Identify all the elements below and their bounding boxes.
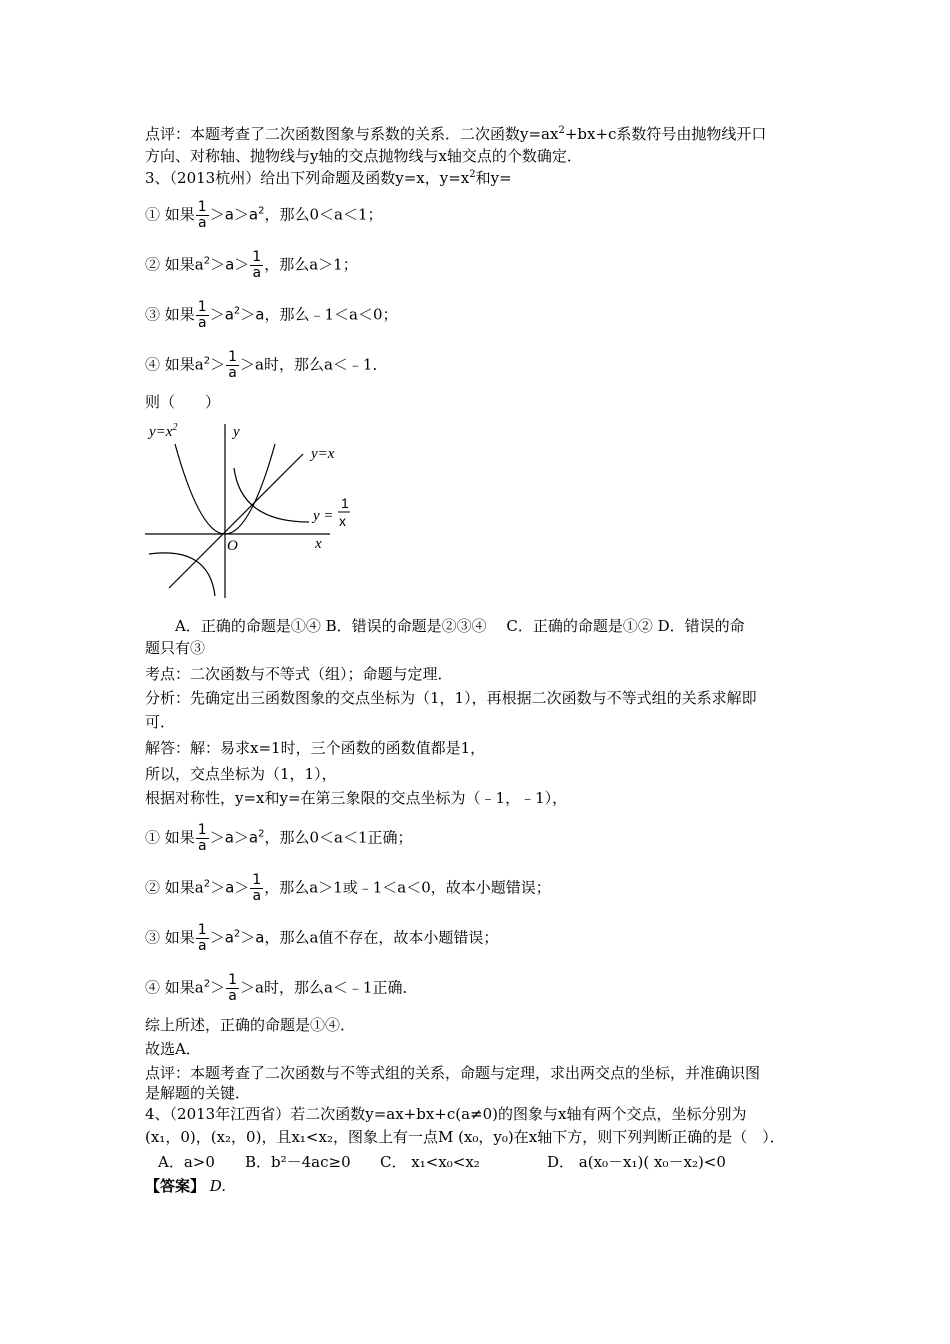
- review-line-2: 是解题的关键．: [145, 1084, 251, 1102]
- fraction-1-over-a: [250, 873, 263, 904]
- fraction-1-over-a: [196, 823, 209, 854]
- stmt-post: ，那么0＜a＜1；: [264, 205, 383, 224]
- fraction-1-over-a: [226, 350, 239, 381]
- comment-line-2: 方向、对称轴、抛物线与y轴的交点抛物线与x轴交点的个数确定．: [145, 147, 582, 165]
- function-graph: [145, 416, 365, 598]
- fraction-1-over-a: [196, 923, 209, 954]
- comment-text: 点评：本题考查了二次函数图象与系数的关系．二次函数y=ax: [145, 125, 559, 143]
- fenxi-line-1: 分析：先确定出三函数图象的交点坐标为（1，1），再根据二次函数与不等式组的关系求解即: [145, 689, 757, 707]
- superscript: 2: [258, 828, 265, 840]
- fenxi-line-2: 可．: [145, 713, 176, 731]
- jieda-line-2: 所以，交点坐标为（1，1），: [145, 765, 337, 783]
- q4-line-1: 4、（2013年江西省）若二次函数y=ax+bx+c(a≠0)的图象与x轴有两个交点，坐标分别为: [145, 1105, 747, 1123]
- statement-2: [145, 250, 358, 281]
- parabola-label: $y=x^2$: [149, 422, 178, 440]
- answer-statement-4: [145, 973, 417, 1004]
- frac-num: 1: [228, 349, 238, 365]
- stmt-post: ，那么a值不存在，故本小题错误；: [264, 928, 499, 947]
- superscript: 2: [258, 205, 265, 217]
- answer-statement-1: [145, 823, 413, 854]
- jieda-line-1: 解答：解：易求x=1时，三个函数的函数值都是1，: [145, 739, 486, 757]
- summary: 综上所述，正确的命题是①④．: [145, 1016, 356, 1034]
- q4-option-c: C． x₁<x₀<x₂: [380, 1153, 480, 1171]
- stmt-post: ＞a时，那么a＜﹣1．: [240, 355, 388, 374]
- frac-den: a: [197, 838, 207, 854]
- answer-value: D.: [209, 1177, 227, 1195]
- stmt-post: ，那么﹣1＜a＜0；: [264, 305, 398, 324]
- frac-den: a: [197, 938, 207, 954]
- fraction-1-over-a: [250, 250, 263, 281]
- kaodian: 考点：二次函数与不等式（组）；命题与定理．: [145, 665, 453, 683]
- stmt-prefix: ① 如果: [145, 205, 195, 224]
- fraction-1-over-a: [226, 973, 239, 1004]
- frac-den: a: [197, 315, 207, 331]
- stmt-mid: ＞a: [209, 928, 234, 947]
- superscript: 2: [203, 878, 211, 890]
- superscript: 2: [203, 255, 211, 267]
- q4-option-b: B．b²－4ac≥0: [245, 1153, 351, 1171]
- superscript: 2: [203, 978, 211, 990]
- stmt-mid: ＞a＞a: [209, 828, 259, 847]
- q4-option-d: D． a(x₀－x₁)( x₀－x₂)<0: [547, 1153, 726, 1171]
- statement-4: [145, 350, 387, 381]
- frac-den: a: [228, 988, 237, 1004]
- origin-label: O: [227, 538, 238, 554]
- stmt-mid2: ＞a: [240, 305, 265, 324]
- frac-den: a: [197, 215, 207, 231]
- stmt-mid: ＞a＞: [210, 255, 250, 274]
- frac-num: 1: [252, 872, 262, 888]
- comment-text-cont: +bx+c系数符号由抛物线开口: [564, 125, 767, 143]
- choice: 故选A．: [145, 1040, 201, 1058]
- stmt-mid2: ＞a: [240, 928, 265, 947]
- q3-heading-text: 3、（2013杭州）给出下列命题及函数y=x，y=x: [145, 169, 470, 187]
- stmt-mid: ＞a: [209, 305, 234, 324]
- stmt-prefix: ③ 如果: [145, 305, 195, 324]
- q4-line-2: (x₁，0)，(x₂，0)，且x₁<x₂，图象上有一点M (x₀，y₀)在x轴下方，则下列判断正确的是（ ）．: [145, 1128, 785, 1146]
- hyperbola-frac-den: x: [339, 513, 346, 529]
- jieda-line-3: 根据对称性，y=x和y=在第三象限的交点坐标为（﹣1，﹣1），: [145, 789, 568, 807]
- hyperbola-branch-q1: [234, 468, 309, 522]
- fraction-1-over-a: [196, 200, 209, 231]
- stmt-prefix: ② 如果a: [145, 878, 204, 897]
- stmt-prefix: ④ 如果a: [145, 978, 204, 997]
- review-line-1: 点评：本题考查了二次函数与不等式组的关系，命题与定理，求出两交点的坐标，并准确识图: [145, 1064, 761, 1082]
- frac-num: 1: [252, 249, 262, 265]
- q4-answer: [145, 1176, 226, 1196]
- stmt-mid: ＞a＞: [210, 878, 250, 897]
- stmt-prefix: ③ 如果: [145, 928, 195, 947]
- q3-heading-text-cont: 和y=: [475, 169, 512, 187]
- line-y-eq-x: [169, 454, 303, 588]
- q4-option-a: A．a>0: [158, 1153, 215, 1171]
- frac-num: 1: [197, 922, 207, 938]
- frac-num: 1: [197, 299, 207, 315]
- stmt-post: ＞a时，那么a＜﹣1正确．: [240, 978, 418, 997]
- frac-num: 1: [197, 822, 207, 838]
- line-label: y=x: [311, 446, 335, 462]
- options-line-2: 题只有③: [145, 639, 206, 657]
- superscript: 2: [233, 305, 241, 317]
- stmt-prefix: ② 如果a: [145, 255, 204, 274]
- superscript: 2: [558, 125, 565, 136]
- superscript: 2: [469, 169, 476, 180]
- stmt-prefix: ④ 如果a: [145, 355, 204, 374]
- superscript: 2: [203, 355, 211, 367]
- answer-statement-2: [145, 873, 551, 904]
- stmt-post: ，那么0＜a＜1正确；: [264, 828, 413, 847]
- x-axis-label: x: [315, 536, 322, 552]
- stmt-mid: ＞a＞a: [209, 205, 259, 224]
- hyperbola-label: y =: [313, 508, 334, 524]
- frac-num: 1: [228, 972, 238, 988]
- frac-den: a: [252, 888, 262, 904]
- y-axis-label: y: [233, 424, 240, 440]
- statement-1: [145, 200, 383, 231]
- q3-heading: [145, 168, 512, 188]
- then-prompt: 则（ ）: [145, 393, 221, 411]
- stmt-mid: ＞: [210, 978, 226, 997]
- frac-num: 1: [197, 199, 207, 215]
- stmt-post: ，那么a＞1或﹣1＜a＜0，故本小题错误；: [264, 878, 551, 897]
- hyperbola-frac-num: 1: [341, 495, 349, 511]
- comment-line-1: [145, 124, 766, 144]
- stmt-mid: ＞: [210, 355, 226, 374]
- frac-den: a: [252, 265, 262, 281]
- stmt-prefix: ① 如果: [145, 828, 195, 847]
- statement-3: [145, 300, 398, 331]
- options-line-1: A．正确的命题是①④ B．错误的命题是②③④ C．正确的命题是①② D．错误的命: [175, 617, 745, 635]
- answer-label: 【答案】: [145, 1177, 206, 1195]
- stmt-post: ，那么a＞1；: [264, 255, 358, 274]
- superscript: 2: [233, 928, 241, 940]
- frac-den: a: [228, 365, 237, 381]
- answer-statement-3: [145, 923, 498, 954]
- fraction-1-over-a: [196, 300, 209, 331]
